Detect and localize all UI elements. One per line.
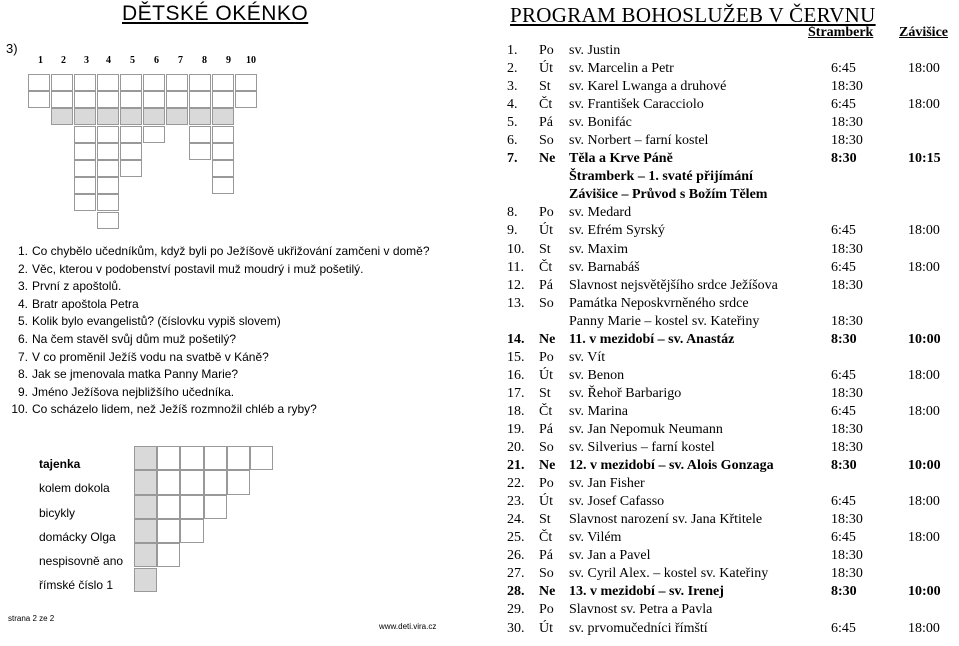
weekday: Út — [539, 367, 553, 383]
weekday: Čt — [539, 97, 553, 113]
weekday: Pá — [539, 421, 553, 437]
celebration-name: sv. Cyril Alex. – kostel sv. Kateřiny — [569, 566, 769, 582]
time-stramberk: 18:30 — [831, 241, 863, 257]
secret-word-cell[interactable] — [157, 519, 180, 543]
weekday: Út — [539, 620, 553, 636]
clue-item — [10, 278, 430, 296]
crossword-cell[interactable] — [120, 143, 142, 160]
time-zavisice: 18:00 — [908, 530, 940, 546]
secret-word-labels — [39, 452, 123, 598]
secret-word-label: bicykly — [39, 505, 76, 520]
time-zavisice: 18:00 — [908, 403, 940, 419]
clue-text: Co chybělo učedníkům, když byli po Ježíšově ukřižování zamčeni v domě? — [32, 244, 430, 258]
time-stramberk: 6:45 — [831, 620, 856, 636]
celebration-name: sv. prvomučedníci římští — [569, 620, 708, 636]
secret-word-cell[interactable] — [134, 470, 157, 494]
time-stramberk: 6:45 — [831, 223, 856, 239]
weekday: Út — [539, 223, 553, 239]
crossword-cell[interactable] — [97, 177, 119, 194]
celebration-name: sv. Vilém — [569, 530, 622, 546]
day-number: 12. — [507, 277, 525, 293]
celebration-name: sv. Marina — [569, 403, 628, 419]
clue-text: Jak se jmenovala matka Panny Marie? — [32, 367, 239, 382]
weekday: Čt — [539, 259, 553, 275]
time-zavisice: 18:00 — [908, 223, 940, 239]
weekday: Po — [539, 43, 554, 58]
weekday: Ne — [539, 151, 556, 167]
crossword-cell[interactable] — [212, 160, 234, 177]
weekday: St — [539, 79, 551, 95]
clue-text: Kolik bylo evangelistů? (číslovku vypiš slovem) — [32, 314, 281, 329]
clue-text: První z apoštolů. — [32, 279, 122, 294]
day-number: 2. — [507, 61, 518, 77]
day-number: 10. — [507, 241, 525, 257]
crossword-cell[interactable] — [74, 177, 96, 194]
weekday: Po — [539, 205, 554, 221]
crossword-cell[interactable] — [97, 91, 119, 108]
crossword-cell[interactable] — [212, 91, 234, 108]
mass-schedule-panel — [470, 0, 959, 646]
mass-schedule-title: PROGRAM BOHOSLUŽEB V ČERVNU — [510, 3, 876, 27]
clue-item — [10, 296, 430, 314]
day-number: 30. — [507, 620, 525, 636]
celebration-name: Slavnost nejsvětějšího srdce Ježíšova — [569, 277, 778, 293]
schedule-row — [507, 96, 959, 114]
clue-text: Věc, kterou v podobenství postavil muž moudrý i muž pošetilý. — [32, 261, 364, 276]
weekday: Pá — [539, 277, 553, 293]
crossword-cell[interactable] — [235, 74, 257, 91]
time-zavisice: 18:00 — [908, 97, 940, 113]
crossword-cell[interactable] — [51, 74, 73, 91]
clue-number: 8. — [17, 367, 28, 382]
crossword-cell[interactable] — [97, 74, 119, 91]
clue-item — [10, 331, 430, 349]
time-zavisice: 10:15 — [908, 151, 941, 167]
schedule-row — [507, 565, 959, 583]
crossword-cell[interactable] — [212, 177, 234, 194]
schedule-row — [507, 367, 959, 385]
time-stramberk: 6:45 — [831, 367, 856, 383]
clue-text: V co proměnil Ježíš vodu na svatbě v Káně? — [32, 349, 269, 364]
secret-word-cell[interactable] — [134, 495, 157, 519]
column-number: 5 — [130, 55, 135, 66]
crossword-cell[interactable] — [28, 91, 50, 108]
time-stramberk: 18:30 — [831, 313, 863, 329]
crossword-cell[interactable] — [166, 108, 188, 125]
crossword-cell[interactable] — [97, 126, 119, 143]
secret-word-cell[interactable] — [134, 446, 157, 470]
weekday: Pá — [539, 548, 553, 564]
clue-number: 2. — [17, 261, 28, 276]
schedule-row — [507, 204, 959, 222]
column-number: 1 — [38, 55, 43, 66]
day-number: 11. — [507, 259, 524, 275]
schedule-row — [507, 259, 959, 277]
crossword-cell[interactable] — [97, 194, 119, 211]
crossword-cell[interactable] — [212, 126, 234, 143]
time-stramberk: 18:30 — [831, 421, 863, 437]
time-zavisice: 18:00 — [908, 620, 940, 636]
crossword-cell[interactable] — [166, 91, 188, 108]
time-stramberk: 6:45 — [831, 403, 856, 419]
day-number: 8. — [507, 205, 518, 221]
weekday: Po — [539, 476, 554, 492]
schedule-row — [507, 114, 959, 132]
weekday: So — [539, 440, 554, 456]
celebration-name: sv. Justin — [569, 43, 621, 58]
schedule-row — [507, 349, 959, 367]
schedule-row — [507, 547, 959, 565]
crossword-cell[interactable] — [212, 74, 234, 91]
day-number: 18. — [507, 403, 525, 419]
schedule-row — [507, 42, 959, 60]
day-number: 17. — [507, 385, 525, 401]
schedule-row — [507, 313, 959, 331]
secret-word-cell[interactable] — [204, 495, 227, 519]
crossword-column-numbers — [28, 55, 268, 69]
celebration-name: sv. Josef Cafasso — [569, 494, 665, 510]
crossword-cell[interactable] — [74, 91, 96, 108]
crossword-cell[interactable] — [28, 74, 50, 91]
column-number: 9 — [226, 55, 231, 66]
schedule-row — [507, 132, 959, 150]
source-url: www.deti.vira.cz — [379, 622, 437, 631]
schedule-row — [507, 529, 959, 547]
secret-word-label: domácky Olga — [39, 529, 116, 544]
clue-item — [10, 243, 430, 261]
weekday: Čt — [539, 530, 553, 546]
crossword-cell[interactable] — [143, 108, 165, 125]
column-number: 4 — [106, 55, 111, 66]
column-number: 2 — [61, 55, 66, 66]
time-stramberk: 6:45 — [831, 61, 856, 77]
clue-item — [10, 401, 430, 419]
schedule-row — [507, 277, 959, 295]
secret-word-cell[interactable] — [250, 446, 273, 470]
secret-word-cell[interactable] — [204, 470, 227, 494]
celebration-name: sv. Silverius – farní kostel — [569, 440, 715, 456]
time-stramberk: 8:30 — [831, 331, 857, 347]
day-number: 25. — [507, 530, 525, 546]
schedule-row — [507, 620, 959, 638]
celebration-name: sv. Marcelin a Petr — [569, 61, 674, 77]
column-number: 10 — [246, 55, 256, 66]
schedule-row — [507, 511, 959, 529]
crossword-cell[interactable] — [212, 108, 234, 125]
day-number: 22. — [507, 476, 525, 492]
celebration-name: Slavnost narození sv. Jana Křtitele — [569, 512, 763, 528]
children-corner-title: DĚTSKÉ OKÉNKO — [122, 2, 309, 25]
time-stramberk: 18:30 — [831, 385, 863, 401]
page-number: strana 2 ze 2 — [8, 614, 55, 623]
day-number: 1. — [507, 43, 518, 58]
secret-word-label: tajenka — [39, 457, 81, 471]
day-number: 21. — [507, 458, 525, 474]
secret-word-cell[interactable] — [134, 568, 157, 592]
celebration-name: Panny Marie – kostel sv. Kateřiny — [569, 313, 760, 329]
clue-number: 5. — [17, 314, 28, 329]
crossword-cell[interactable] — [74, 194, 96, 211]
time-zavisice: 10:00 — [908, 584, 941, 600]
schedule-row — [507, 241, 959, 259]
weekday: St — [539, 512, 551, 528]
weekday: So — [539, 133, 554, 149]
day-number: 6. — [507, 133, 518, 149]
crossword-cell[interactable] — [235, 91, 257, 108]
secret-word-cell[interactable] — [157, 470, 180, 494]
clue-number: 9. — [17, 384, 28, 399]
celebration-name: Štramberk – 1. svaté přijímání — [569, 169, 753, 185]
schedule-row — [507, 331, 959, 349]
time-stramberk: 18:30 — [831, 133, 863, 149]
crossword-cell[interactable] — [189, 108, 211, 125]
column-number: 6 — [154, 55, 159, 66]
time-stramberk: 6:45 — [831, 259, 856, 275]
time-stramberk: 6:45 — [831, 530, 856, 546]
celebration-name: 12. v mezidobí – sv. Alois Gonzaga — [569, 458, 774, 474]
celebration-name: 11. v mezidobí – sv. Anastáz — [569, 331, 735, 347]
schedule-row — [507, 439, 959, 457]
day-number: 3. — [507, 79, 518, 95]
time-stramberk: 18:30 — [831, 548, 863, 564]
celebration-name: sv. Jan Nepomuk Neumann — [569, 421, 723, 437]
clue-text: Bratr apoštola Petra — [32, 296, 139, 311]
crossword-cell[interactable] — [120, 91, 142, 108]
weekday: Ne — [539, 331, 556, 347]
crossword-cell[interactable] — [74, 108, 96, 125]
secret-word-cell[interactable] — [157, 446, 180, 470]
crossword-cell[interactable] — [97, 143, 119, 160]
time-stramberk: 18:30 — [831, 566, 863, 582]
day-number: 9. — [507, 223, 518, 239]
secret-word-cell[interactable] — [180, 495, 203, 519]
secret-word-cell[interactable] — [180, 519, 203, 543]
celebration-name: sv. Barnabáš — [569, 259, 640, 275]
crossword-cell[interactable] — [212, 143, 234, 160]
day-number: 23. — [507, 494, 525, 510]
crossword-cell[interactable] — [120, 126, 142, 143]
weekday: St — [539, 241, 551, 257]
weekday: Čt — [539, 403, 553, 419]
celebration-name: 13. v mezidobí – sv. Irenej — [569, 584, 724, 600]
schedule-row — [507, 421, 959, 439]
schedule-list — [507, 42, 959, 638]
time-stramberk: 18:30 — [831, 440, 863, 456]
day-number: 29. — [507, 602, 525, 618]
clue-text: Na čem stavěl svůj dům muž pošetilý? — [32, 331, 237, 346]
crossword-cell[interactable] — [120, 108, 142, 125]
schedule-row — [507, 493, 959, 511]
celebration-name: sv. Vít — [569, 349, 606, 365]
crossword-cell[interactable] — [166, 74, 188, 91]
celebration-name: sv. Benon — [569, 367, 625, 383]
celebration-name: sv. Maxim — [569, 241, 628, 257]
clue-item — [10, 384, 430, 402]
weekday: So — [539, 295, 554, 311]
celebration-name: sv. Norbert – farní kostel — [569, 133, 709, 149]
schedule-row — [507, 150, 959, 168]
time-zavisice: 10:00 — [908, 331, 941, 347]
clue-number: 6. — [17, 331, 28, 346]
time-zavisice: 18:00 — [908, 494, 940, 510]
secret-word-cell[interactable] — [157, 543, 180, 567]
secret-word-label: římské číslo 1 — [39, 578, 114, 593]
clue-item — [10, 261, 430, 279]
celebration-name: sv. Karel Lwanga a druhové — [569, 79, 727, 95]
crossword-cell[interactable] — [189, 126, 211, 143]
celebration-name: sv. Bonifác — [569, 115, 632, 131]
secret-word-cell[interactable] — [180, 470, 203, 494]
day-number: 4. — [507, 97, 518, 113]
weekday: Pá — [539, 115, 553, 131]
celebration-name: sv. Jan a Pavel — [569, 548, 651, 564]
crossword-cell[interactable] — [143, 74, 165, 91]
time-stramberk: 18:30 — [831, 79, 863, 95]
day-number: 26. — [507, 548, 525, 564]
schedule-row — [507, 475, 959, 493]
day-number: 28. — [507, 584, 525, 600]
secret-word-cell[interactable] — [227, 446, 250, 470]
day-number: 24. — [507, 512, 525, 528]
day-number: 5. — [507, 115, 518, 131]
column-number: 3 — [84, 55, 89, 66]
weekday: Ne — [539, 584, 556, 600]
day-number: 19. — [507, 421, 525, 437]
crossword-cell[interactable] — [74, 143, 96, 160]
crossword-cell[interactable] — [51, 108, 73, 125]
schedule-row — [507, 222, 959, 240]
crossword-cell[interactable] — [97, 212, 119, 229]
crossword-cell[interactable] — [51, 91, 73, 108]
clue-number: 3. — [17, 279, 28, 294]
day-number: 15. — [507, 349, 525, 365]
weekday: Po — [539, 349, 554, 365]
crossword-cell[interactable] — [143, 126, 165, 143]
clue-text: Co scházelo lidem, než Ježíš rozmnožil chléb a ryby? — [32, 402, 317, 417]
column-header-stramberk: Štramberk — [808, 25, 874, 40]
crossword-cell[interactable] — [143, 91, 165, 108]
day-number: 14. — [507, 331, 525, 347]
secret-word-cell[interactable] — [134, 519, 157, 543]
crossword-cell[interactable] — [97, 160, 119, 177]
schedule-row — [507, 60, 959, 78]
clue-item — [10, 349, 430, 367]
time-zavisice: 18:00 — [908, 367, 940, 383]
column-number: 7 — [178, 55, 183, 66]
crossword-cell[interactable] — [189, 143, 211, 160]
celebration-name: sv. Řehoř Barbarigo — [569, 385, 682, 401]
crossword-cell[interactable] — [74, 74, 96, 91]
crossword-cell[interactable] — [74, 160, 96, 177]
clue-number: 7. — [17, 349, 28, 364]
celebration-name: Závišice – Průvod s Božím Tělem — [569, 187, 768, 203]
schedule-row — [507, 457, 959, 475]
crossword-cell[interactable] — [120, 160, 142, 177]
time-stramberk: 6:45 — [831, 494, 856, 510]
weekday: St — [539, 385, 551, 401]
day-number: 16. — [507, 367, 525, 383]
time-stramberk: 8:30 — [831, 151, 857, 167]
secret-word-cell[interactable] — [180, 446, 203, 470]
weekday: Po — [539, 602, 554, 618]
time-stramberk: 8:30 — [831, 584, 857, 600]
day-number: 13. — [507, 295, 525, 311]
column-number: 8 — [202, 55, 207, 66]
celebration-name: sv. Jan Fisher — [569, 476, 645, 492]
celebration-name: Památka Neposkvrněného srdce — [569, 295, 749, 311]
clue-number: 10. — [11, 402, 28, 417]
celebration-name: sv. Medard — [569, 205, 632, 221]
day-number: 7. — [507, 151, 518, 167]
time-zavisice: 18:00 — [908, 259, 940, 275]
celebration-name: sv. František Caracciolo — [569, 97, 704, 113]
clue-item — [10, 366, 430, 384]
time-stramberk: 8:30 — [831, 458, 857, 474]
crossword-cell[interactable] — [74, 126, 96, 143]
time-zavisice: 10:00 — [908, 458, 941, 474]
secret-word-label: kolem dokola — [39, 481, 110, 496]
schedule-row — [507, 601, 959, 619]
weekday: Út — [539, 61, 553, 77]
crossword-cell[interactable] — [189, 91, 211, 108]
time-stramberk: 18:30 — [831, 512, 863, 528]
secret-word-cell[interactable] — [157, 495, 180, 519]
celebration-name: Slavnost sv. Petra a Pavla — [569, 602, 713, 618]
clue-text: Jméno Ježíšova nejbližšího učedníka. — [32, 384, 235, 399]
weekday: So — [539, 566, 554, 582]
weekday: Út — [539, 494, 553, 510]
column-header-zavisice: Závišice — [899, 25, 948, 40]
crossword-cell[interactable] — [189, 74, 211, 91]
secret-word-cell[interactable] — [204, 446, 227, 470]
time-zavisice: 18:00 — [908, 61, 940, 77]
celebration-name: sv. Efrém Syrský — [569, 223, 665, 239]
clue-number: 1. — [17, 244, 28, 258]
children-corner-panel — [0, 0, 470, 646]
task-number: 3) — [6, 41, 18, 56]
schedule-row — [507, 295, 959, 313]
secret-word-cell[interactable] — [134, 543, 157, 567]
day-number: 27. — [507, 566, 525, 582]
celebration-name: Těla a Krve Páně — [569, 151, 673, 167]
schedule-row — [507, 168, 959, 186]
schedule-row — [507, 78, 959, 96]
time-stramberk: 18:30 — [831, 115, 863, 131]
time-stramberk: 6:45 — [831, 97, 856, 113]
clue-item — [10, 313, 430, 331]
schedule-row — [507, 403, 959, 421]
crossword-clues — [10, 243, 430, 419]
weekday: Ne — [539, 458, 556, 474]
schedule-row — [507, 583, 959, 601]
secret-word-label: nespisovně ano — [39, 554, 124, 569]
secret-word-cell[interactable] — [227, 470, 250, 494]
crossword-cell[interactable] — [120, 74, 142, 91]
clue-number: 4. — [17, 296, 28, 311]
time-stramberk: 18:30 — [831, 277, 863, 293]
schedule-row — [507, 186, 959, 204]
schedule-row — [507, 385, 959, 403]
crossword-cell[interactable] — [97, 108, 119, 125]
day-number: 20. — [507, 440, 525, 456]
